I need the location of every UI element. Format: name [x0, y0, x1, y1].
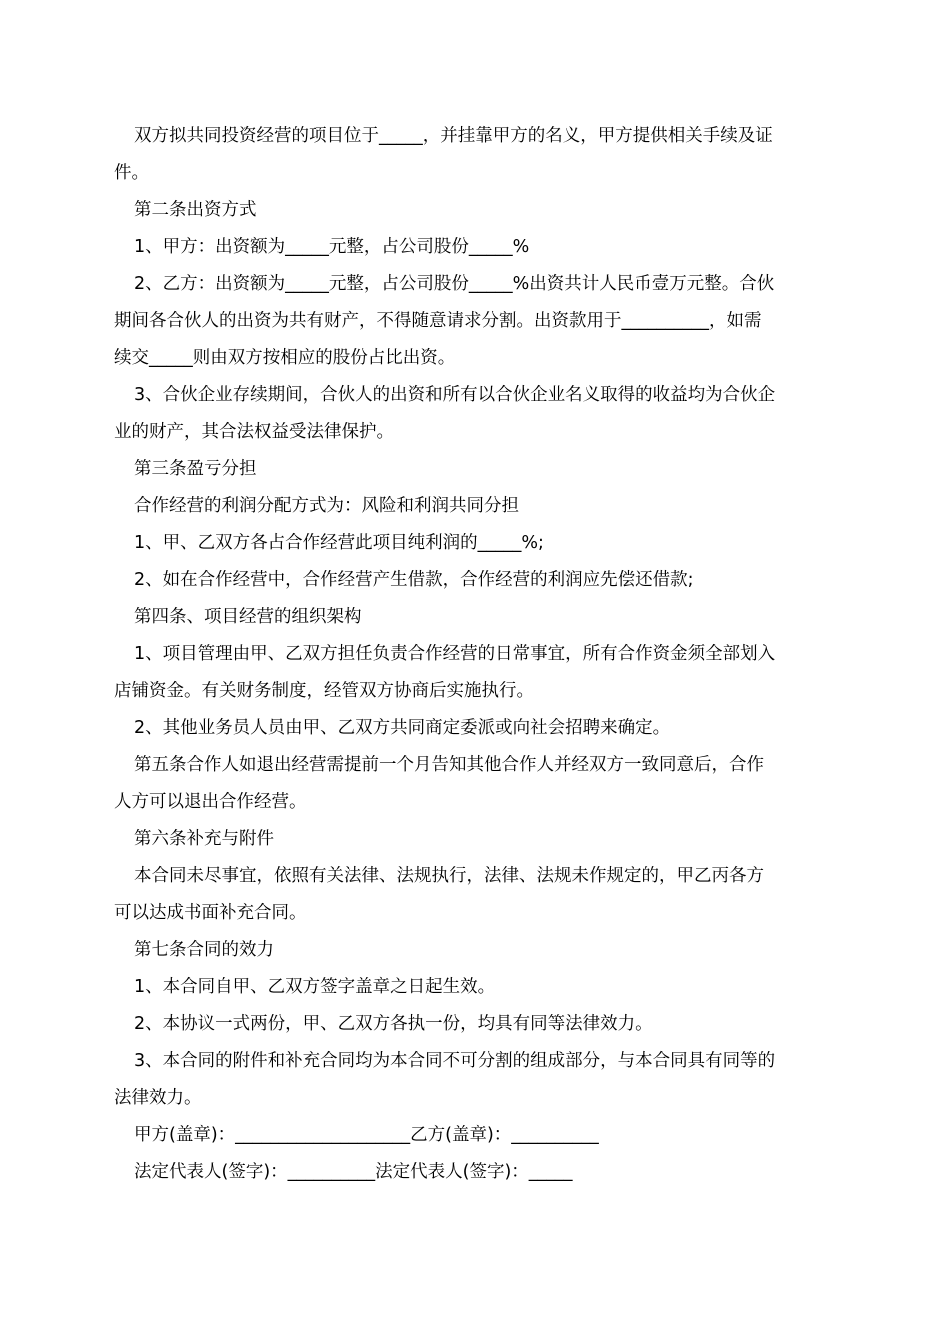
text-line: 件。: [114, 163, 149, 183]
text-line: 第二条出资方式: [134, 200, 257, 220]
text-line: 2、其他业务员人员由甲、乙双方共同商定委派或向社会招聘来确定。: [134, 718, 671, 738]
text-line: 双方拟共同投资经营的项目位于_____，并挂靠甲方的名义，甲方提供相关手续及证: [134, 126, 773, 146]
text-line: 第四条、项目经营的组织架构: [134, 607, 362, 627]
text-line: 1、项目管理由甲、乙双方担任负责合作经营的日常事宜，所有合作资金须全部划入: [134, 644, 776, 664]
text-line: 1、甲方：出资额为_____元整，占公司股份_____%: [134, 237, 530, 257]
text-line: 第六条补充与附件: [134, 829, 274, 849]
text-line: 期间各合伙人的出资为共有财产，不得随意请求分割。出资款用于__________，如需: [114, 311, 762, 331]
document-body: [114, 118, 838, 1191]
text-line: 合作经营的利润分配方式为：风险和利润共同分担: [134, 496, 519, 516]
text-line: 业的财产，其合法权益受法律保护。: [114, 422, 394, 442]
text-line: 甲方(盖章)：____________________乙方(盖章)：__________: [134, 1125, 599, 1145]
text-line: 2、如在合作经营中，合作经营产生借款，合作经营的利润应先偿还借款;: [134, 570, 694, 590]
text-line: 1、本合同自甲、乙双方签字盖章之日起生效。: [134, 977, 496, 997]
text-line: 本合同未尽事宜，依照有关法律、法规执行，法律、法规未作规定的，甲乙丙各方: [134, 866, 764, 886]
text-line: 第五条合作人如退出经营需提前一个月告知其他合作人并经双方一致同意后，合作: [134, 755, 764, 775]
text-line: 3、合伙企业存续期间，合伙人的出资和所有以合伙企业名义取得的收益均为合伙企: [134, 385, 776, 405]
text-line: 第三条盈亏分担: [134, 459, 257, 479]
text-line: 第七条合同的效力: [134, 940, 274, 960]
text-line: 人方可以退出合作经营。: [114, 792, 307, 812]
text-line: 法律效力。: [114, 1088, 202, 1108]
text-line: 1、甲、乙双方各占合作经营此项目纯利润的_____%;: [134, 533, 544, 553]
text-line: 法定代表人(签字)：__________法定代表人(签字)：_____: [134, 1162, 573, 1182]
text-line: 2、本协议一式两份，甲、乙双方各执一份，均具有同等法律效力。: [134, 1014, 653, 1034]
text-line: 3、本合同的附件和补充合同均为本合同不可分割的组成部分，与本合同具有同等的: [134, 1051, 776, 1071]
text-line: 店铺资金。有关财务制度，经管双方协商后实施执行。: [114, 681, 534, 701]
document-lines: [114, 118, 838, 1191]
text-line: 可以达成书面补充合同。: [114, 903, 307, 923]
text-line: 续交_____则由双方按相应的股份占比出资。: [114, 348, 456, 368]
text-line: 2、乙方：出资额为_____元整，占公司股份_____%出资共计人民币壹万元整。合伙: [134, 274, 775, 294]
